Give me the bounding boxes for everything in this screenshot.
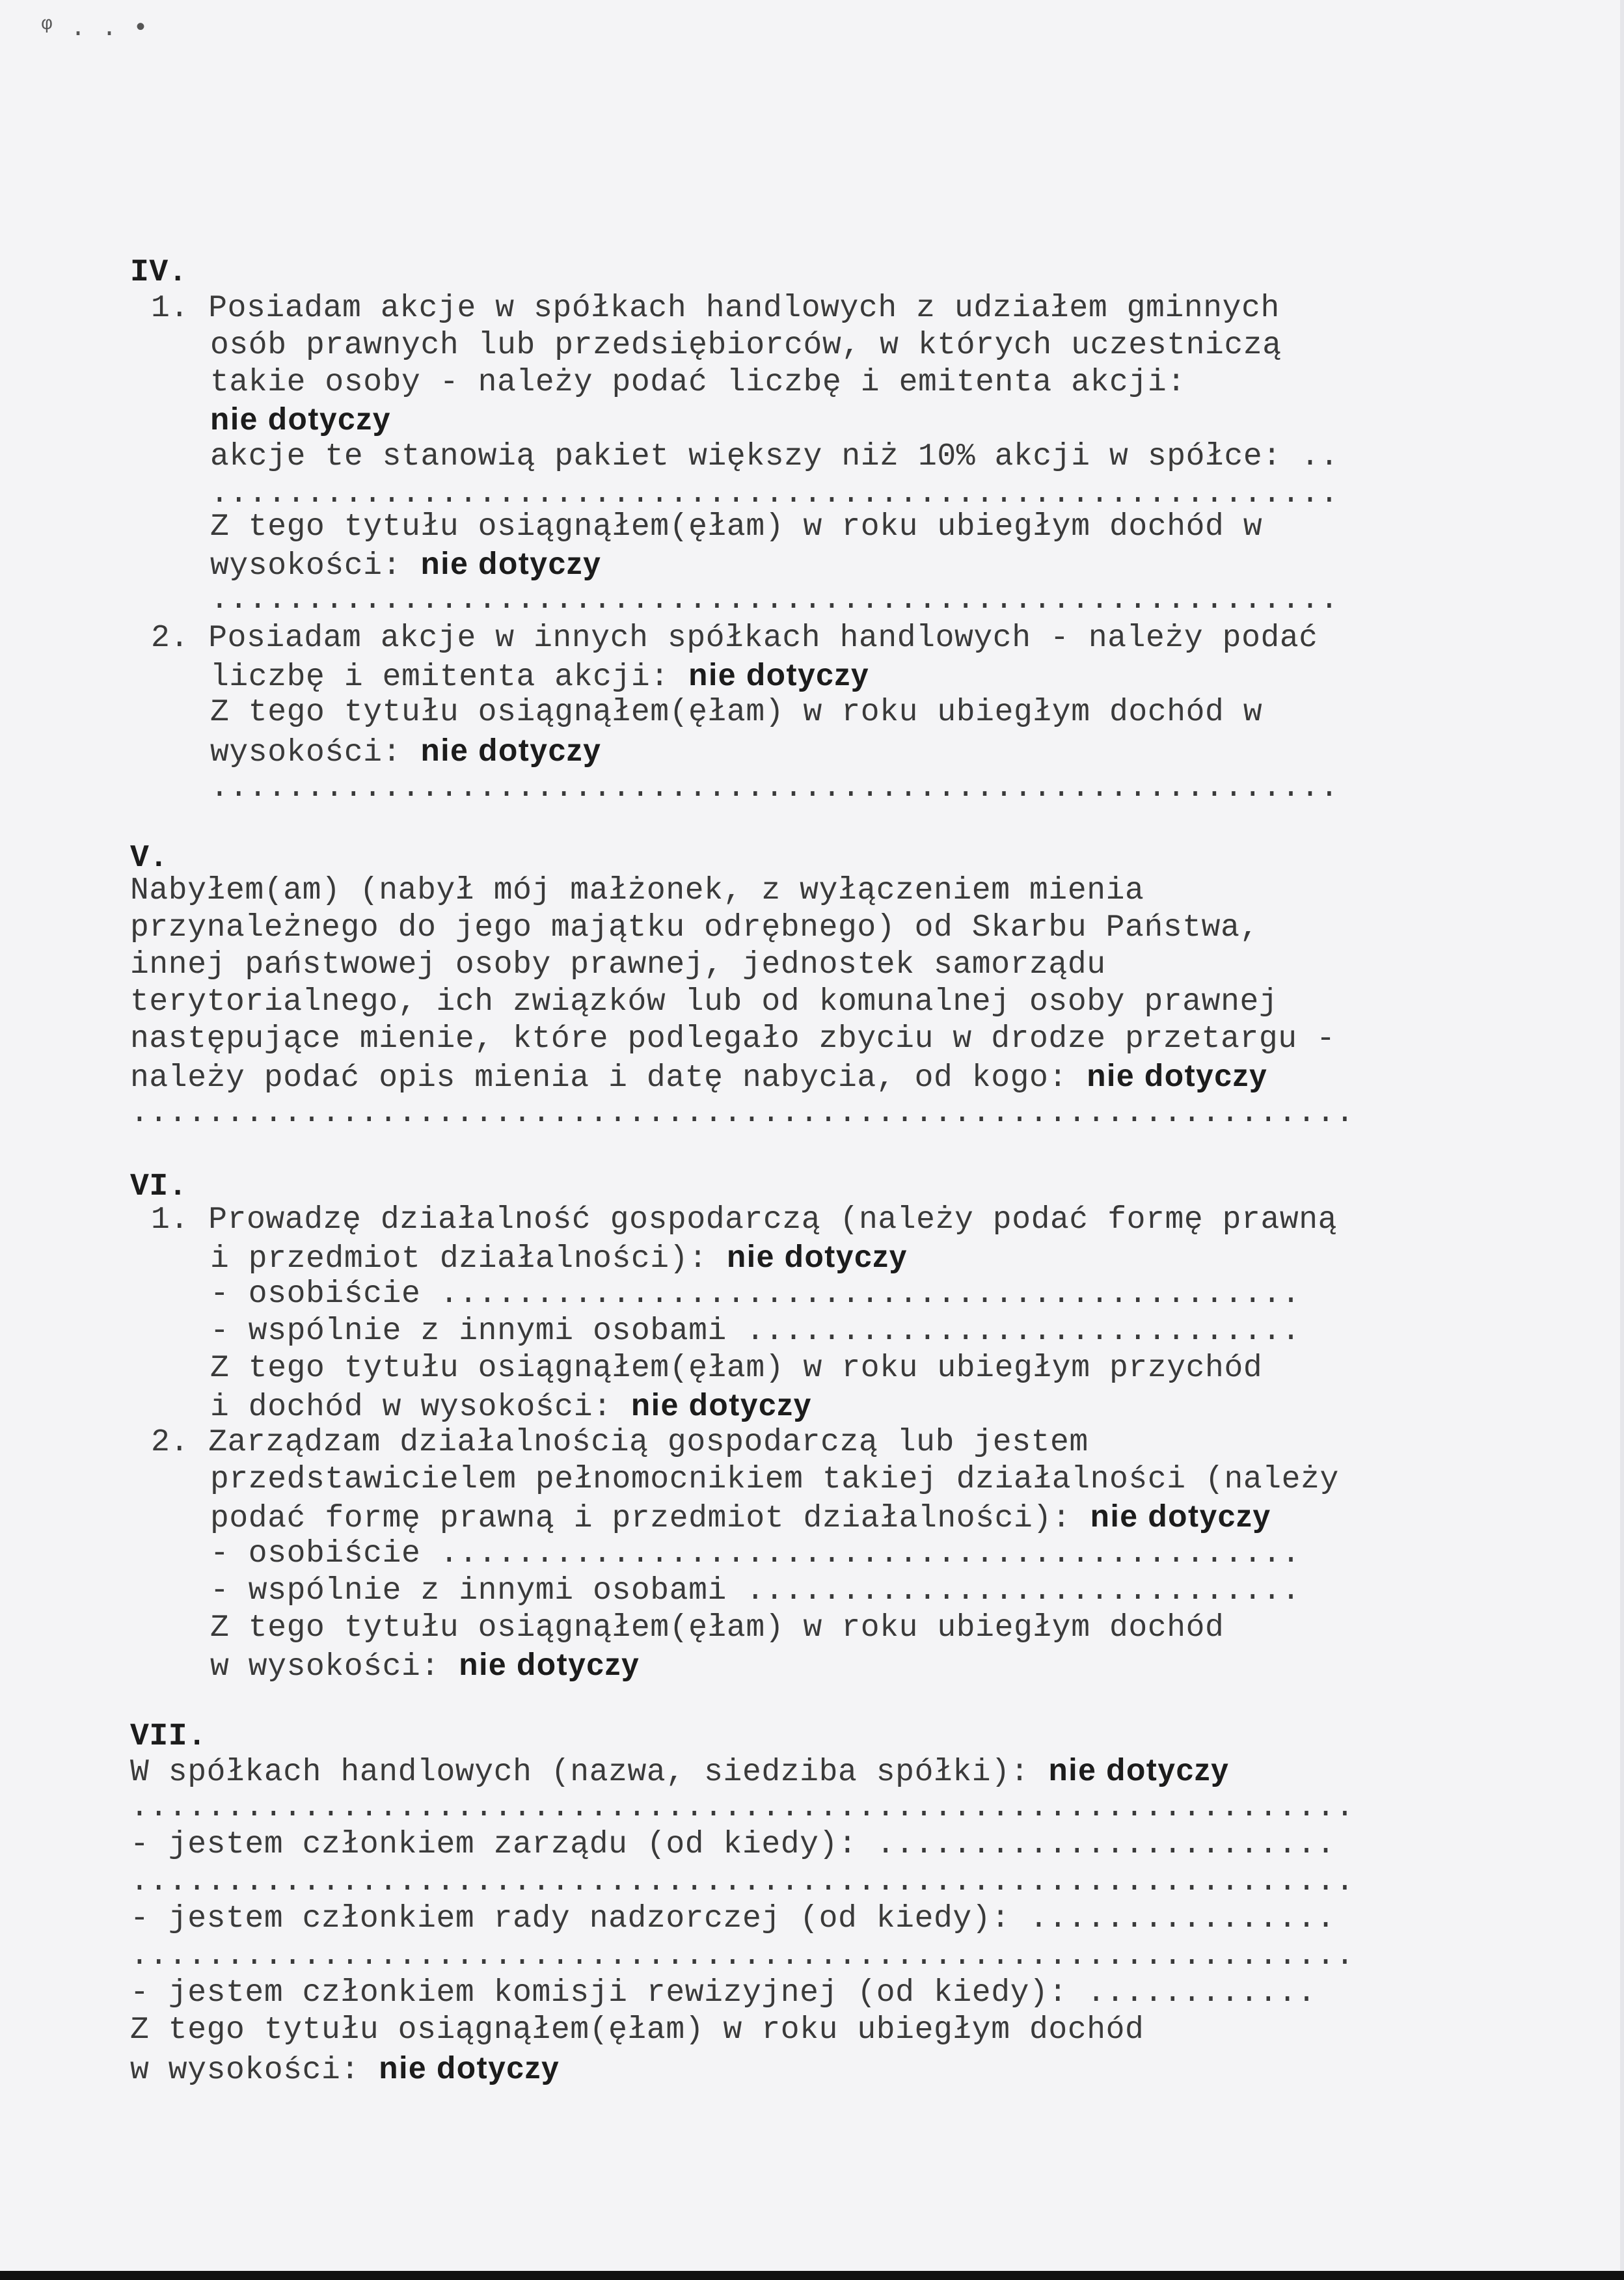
answer-value: nie dotyczy [420, 547, 602, 581]
text-line: przynależnego do jego majątku odrębnego) od Skarbu Państwa, [130, 910, 1259, 945]
dotted-line: ........................................................... [210, 770, 1339, 806]
answer-value: nie dotyczy [379, 2051, 560, 2085]
text-line: Z tego tytułu osiągnąłem(ęłam) w roku ubiegłym przychód [210, 1351, 1263, 1386]
dotted-line: ................................................................ [130, 1096, 1355, 1131]
text-line: Z tego tytułu osiągnąłem(ęłam) w roku ubiegłym dochód [210, 1610, 1225, 1646]
text-line: podać formę prawną i przedmiot działalności): nie dotyczy [210, 1499, 1271, 1536]
text-line: w wysokości: nie dotyczy [210, 1648, 640, 1685]
text-line: terytorialnego, ich związków lub od komunalnej osoby prawnej [130, 984, 1279, 1020]
text-line: Z tego tytułu osiągnąłem(ęłam) w roku ubiegłym dochód w [210, 509, 1263, 545]
text-line: w wysokości: nie dotyczy [130, 2051, 560, 2088]
answer-value: nie dotyczy [459, 1648, 640, 1682]
text-line: - jestem członkiem zarządu (od kiedy): ........................ [130, 1827, 1336, 1862]
answer-value: nie dotyczy [1087, 1059, 1268, 1093]
text-line: następujące mienie, które podlegało zbyciu w drodze przetargu - [130, 1022, 1336, 1057]
text-line: 1. Prowadzę działalność gospodarczą (należy podać formę prawną [151, 1202, 1338, 1238]
answer-value: nie dotyczy [630, 1388, 812, 1422]
section-heading-vii: VII. [130, 1719, 207, 1754]
answer-value: nie dotyczy [210, 402, 391, 437]
text-line: - jestem członkiem komisji rewizyjnej (od kiedy): ............ [130, 1975, 1317, 2011]
text-line: należy podać opis mienia i datę nabycia, od kogo: nie dotyczy [130, 1059, 1268, 1096]
text-line: - osobiście ............................................. [210, 1536, 1301, 1571]
section-heading-v: V. [130, 841, 169, 876]
text-line: przedstawicielem pełnomocnikiem takiej działalności (należy [210, 1462, 1339, 1497]
dotted-line: ................................................................ [130, 1938, 1355, 1974]
text-line: 2. Zarządzam działalnością gospodarczą lub jestem [151, 1425, 1089, 1460]
answer-value: nie dotyczy [420, 733, 602, 768]
dotted-line: ................................................................ [130, 1790, 1355, 1825]
text-line: 1. Posiadam akcje w spółkach handlowych z udziałem gminnych [151, 291, 1280, 326]
dotted-line: ................................................................ [130, 1864, 1355, 1899]
text-line: 2. Posiadam akcje w innych spółkach handlowych - należy podać [151, 621, 1318, 656]
section-heading-vi: VI. [130, 1169, 188, 1204]
scan-edge [0, 2271, 1624, 2280]
text-line: - wspólnie z innymi osobami ............................. [210, 1573, 1301, 1608]
text-line: innej państwowej osoby prawnej, jednostek samorządu [130, 947, 1106, 983]
text-line: wysokości: nie dotyczy [210, 547, 602, 584]
text-line: wysokości: nie dotyczy [210, 733, 602, 770]
text-line: Nabyłem(am) (nabył mój małżonek, z wyłączeniem mienia [130, 873, 1144, 908]
text-line: W spółkach handlowych (nazwa, siedziba spółki): nie dotyczy [130, 1753, 1230, 1790]
text-line: akcje te stanowią pakiet większy niż 10% akcji w spółce: .. [210, 439, 1339, 474]
text-line: osób prawnych lub przedsiębiorców, w których uczestniczą [210, 328, 1282, 363]
text-line [210, 401, 391, 441]
dotted-line: ........................................................... [210, 476, 1339, 511]
text-line: - wspólnie z innymi osobami ............................. [210, 1314, 1301, 1349]
text-line: - jestem członkiem rady nadzorczej (od kiedy): ................ [130, 1901, 1336, 1936]
answer-value: nie dotyczy [1090, 1499, 1271, 1534]
answer-value: nie dotyczy [1048, 1753, 1230, 1787]
text-line: i przedmiot działalności): nie dotyczy [210, 1240, 908, 1277]
text-line: takie osoby - należy podać liczbę i emitenta akcji: [210, 365, 1186, 400]
text-line: Z tego tytułu osiągnąłem(ęłam) w roku ubiegłym dochód [130, 2013, 1144, 2048]
scan-edge [1620, 0, 1624, 2280]
scan-artifact: ᵠ . . • [39, 14, 149, 44]
text-line: Z tego tytułu osiągnąłem(ęłam) w roku ubiegłym dochód w [210, 695, 1263, 730]
section-heading-iv: IV. [130, 255, 188, 290]
answer-value: nie dotyczy [688, 658, 870, 692]
dotted-line: ........................................................... [210, 582, 1339, 618]
answer-value: nie dotyczy [726, 1240, 908, 1274]
text-line: liczbę i emitenta akcji: nie dotyczy [210, 658, 870, 695]
text-line: - osobiście ............................................. [210, 1277, 1301, 1312]
text-line: i dochód w wysokości: nie dotyczy [210, 1388, 812, 1425]
